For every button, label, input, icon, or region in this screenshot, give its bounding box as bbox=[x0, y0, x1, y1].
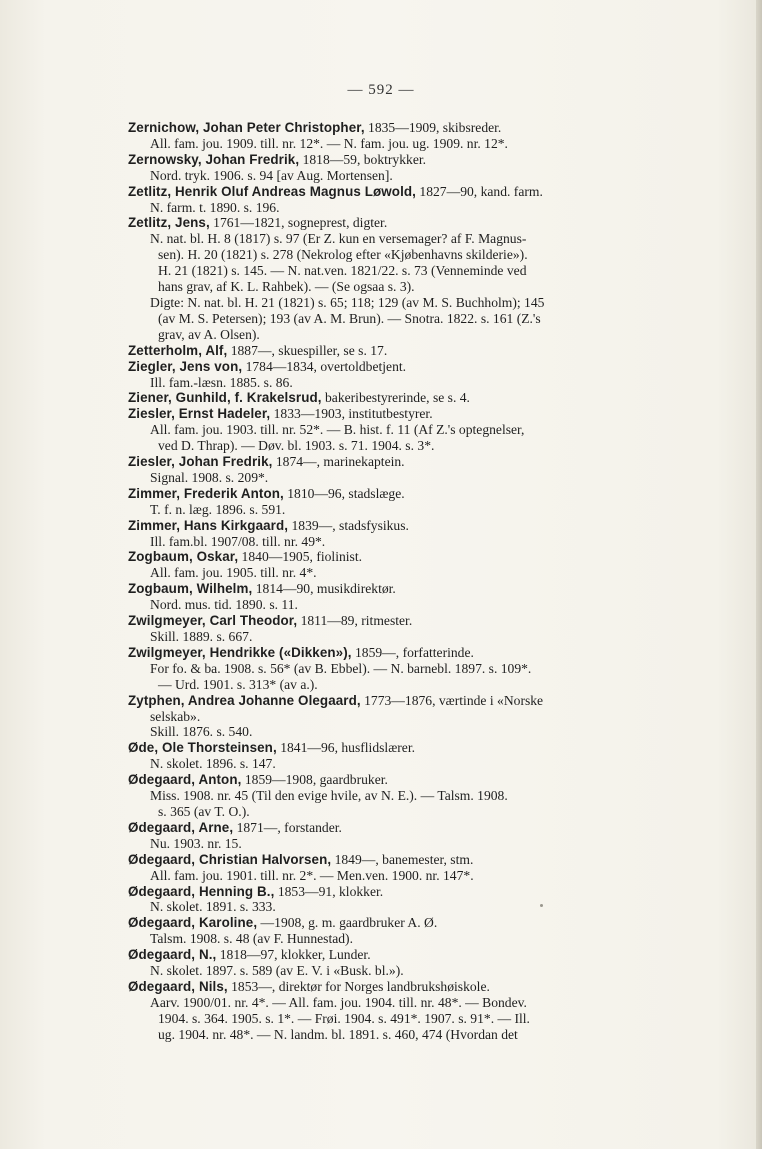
entry-reference: All. fam. jou. 1903. till. nr. 52*. — B. hist. f. 11 (Af Z.'s optegnelser, bbox=[150, 422, 525, 438]
index-entry bbox=[128, 645, 708, 693]
entry-heading bbox=[128, 613, 708, 629]
entry-heading bbox=[128, 359, 708, 375]
index-entry bbox=[128, 613, 708, 645]
entry-name: Ødegaard, Christian Halvorsen, bbox=[128, 851, 332, 867]
entry-heading bbox=[128, 215, 708, 231]
entry-heading bbox=[128, 549, 708, 565]
index-entry bbox=[128, 740, 708, 772]
entry-heading bbox=[128, 406, 708, 422]
entry-name: Zwilgmeyer, Hendrikke («Dikken»), bbox=[128, 644, 352, 660]
entry-reference: All. fam. jou. 1901. till. nr. 2*. — Men.ven. 1900. nr. 147*. bbox=[150, 867, 474, 883]
entry-name: Zogbaum, Oskar, bbox=[128, 549, 239, 565]
entry-reference: H. 21 (1821) s. 145. — N. nat.ven. 1821/22. s. 73 (Venneminde ved bbox=[158, 263, 527, 279]
entry-description: 1887—, skuespiller, se s. 17. bbox=[227, 342, 388, 358]
entry-description: 1811—89, ritmester. bbox=[297, 613, 413, 629]
entry-reference: Signal. 1908. s. 209*. bbox=[150, 469, 269, 485]
entry-name: Ziener, Gunhild, f. Krakelsrud, bbox=[128, 390, 322, 406]
index-entry bbox=[128, 454, 708, 486]
entry-reference: Ill. fam.bl. 1907/08. till. nr. 49*. bbox=[150, 533, 326, 549]
index-entry bbox=[128, 979, 708, 1043]
entry-reference: N. skolet. 1896. s. 147. bbox=[150, 756, 276, 772]
entry-heading bbox=[128, 915, 708, 931]
index-entry bbox=[128, 486, 708, 518]
entry-description: 1818—59, boktrykker. bbox=[299, 151, 427, 167]
index-entry bbox=[128, 343, 708, 359]
page-number: — 592 — bbox=[347, 82, 415, 98]
entry-name: Zernichow, Johan Peter Christopher, bbox=[128, 120, 365, 135]
speck bbox=[540, 904, 543, 907]
entry-reference: hans grav, af K. L. Rahbek). — (Se ogsaa s. 3). bbox=[158, 279, 415, 295]
entry-reference: T. f. n. læg. 1896. s. 591. bbox=[150, 501, 286, 517]
entry-heading bbox=[128, 947, 708, 963]
entry-reference: All. fam. jou. 1905. till. nr. 4*. bbox=[150, 565, 317, 581]
entry-heading bbox=[128, 343, 708, 359]
index-entry bbox=[128, 152, 708, 184]
entry-name: Zetlitz, Jens, bbox=[128, 215, 210, 231]
entry-heading bbox=[128, 884, 708, 900]
entry-reference: Skill. 1876. s. 540. bbox=[150, 724, 253, 740]
entry-name: Ødegaard, Henning B., bbox=[128, 883, 275, 899]
entry-reference: ved D. Thrap). — Døv. bl. 1903. s. 71. 1904. s. 3*. bbox=[158, 438, 435, 454]
entry-reference: Talsm. 1908. s. 48 (av F. Hunnestad). bbox=[150, 931, 353, 947]
index-entry bbox=[128, 581, 708, 613]
entry-description: 1871—, forstander. bbox=[233, 819, 342, 835]
entry-name: Zwilgmeyer, Carl Theodor, bbox=[128, 613, 298, 629]
entry-name: Zytphen, Andrea Johanne Olegaard, bbox=[128, 692, 361, 708]
entry-reference: For fo. & ba. 1908. s. 56* (av B. Ebbel). — N. barnebl. 1897. s. 109*. bbox=[150, 660, 532, 676]
entry-description: 1814—90, musikdirektør. bbox=[252, 581, 396, 597]
entry-reference: Digte: N. nat. bl. H. 21 (1821) s. 65; 118; 129 (av M. S. Buchholm); 145 bbox=[150, 294, 545, 310]
index-entry bbox=[128, 518, 708, 550]
entry-name: Ødegaard, Anton, bbox=[128, 772, 242, 788]
entry-reference: — Urd. 1901. s. 313* (av a.). bbox=[158, 676, 318, 692]
entry-name: Zernowsky, Johan Fredrik, bbox=[128, 151, 300, 167]
entry-reference: Nu. 1903. nr. 15. bbox=[150, 835, 242, 851]
entry-description: 1784—1834, overtoldbetjent. bbox=[242, 358, 407, 374]
entry-heading bbox=[128, 645, 708, 661]
entry-reference: Skill. 1889. s. 667. bbox=[150, 629, 253, 644]
entry-heading bbox=[128, 390, 708, 406]
entry-description: 1818—97, klokker, Lunder. bbox=[216, 947, 371, 963]
index-entry bbox=[128, 693, 708, 741]
page-edge bbox=[756, 0, 762, 1149]
entry-heading bbox=[128, 693, 708, 709]
index-entry bbox=[128, 549, 708, 581]
entry-name: Ziesler, Johan Fredrik, bbox=[128, 454, 273, 470]
entry-heading bbox=[128, 152, 708, 168]
entry-heading bbox=[128, 772, 708, 788]
entry-name: Zetlitz, Henrik Oluf Andreas Magnus Løwold, bbox=[128, 183, 417, 199]
entry-description: 1853—, direktør for Norges landbrukshøiskole. bbox=[227, 978, 490, 994]
entry-name: Ødegaard, Nils, bbox=[128, 978, 228, 994]
entry-reference: grav, av A. Olsen). bbox=[158, 326, 260, 342]
index-entry bbox=[128, 915, 708, 947]
entry-reference: Ill. fam.-læsn. 1885. s. 86. bbox=[150, 374, 293, 390]
entry-reference: Nord. tryk. 1906. s. 94 [av Aug. Mortensen]. bbox=[150, 167, 393, 183]
entry-heading bbox=[128, 184, 708, 200]
entry-heading bbox=[128, 820, 708, 836]
entry-reference: (av M. S. Petersen); 193 (av A. M. Brun). — Snotra. 1822. s. 161 (Z.'s bbox=[158, 310, 541, 326]
entry-heading bbox=[128, 120, 708, 136]
index-entry bbox=[128, 772, 708, 820]
entry-name: Zimmer, Frederik Anton, bbox=[128, 485, 284, 501]
index-entry bbox=[128, 406, 708, 454]
entry-description: 1833—1903, institutbestyrer. bbox=[270, 406, 433, 422]
entry-name: Zogbaum, Wilhelm, bbox=[128, 581, 253, 597]
entry-name: Øde, Ole Thorsteinsen, bbox=[128, 740, 277, 756]
entry-reference: N. nat. bl. H. 8 (1817) s. 97 (Er Z. kun en versemager? af F. Magnus- bbox=[150, 231, 527, 247]
entry-heading bbox=[128, 486, 708, 502]
entry-description: 1874—, marinekaptein. bbox=[272, 454, 405, 470]
index-entry bbox=[128, 390, 708, 406]
entry-description: 1859—1908, gaardbruker. bbox=[241, 772, 388, 788]
entry-heading bbox=[128, 454, 708, 470]
index-entry bbox=[128, 120, 708, 152]
entry-reference: 1904. s. 364. 1905. s. 1*. — Frøi. 1904. s. 491*. 1907. s. 91*. — Ill. bbox=[158, 1010, 530, 1026]
entry-reference: sen). H. 20 (1821) s. 278 (Nekrolog efter «Kjøbenhavns skilderie»). bbox=[158, 247, 528, 263]
entry-heading bbox=[128, 518, 708, 534]
entry-reference: All. fam. jou. 1909. till. nr. 12*. — N. fam. jou. ug. 1909. nr. 12*. bbox=[150, 135, 508, 151]
index-entry bbox=[128, 852, 708, 884]
entry-description: 1810—96, stadslæge. bbox=[283, 485, 405, 501]
entry-heading bbox=[128, 852, 708, 868]
entry-description: 1835—1909, skibsreder. bbox=[364, 120, 502, 135]
entry-list bbox=[128, 120, 708, 1043]
entry-heading bbox=[128, 740, 708, 756]
entry-description: 1849—, banemester, stm. bbox=[331, 851, 474, 867]
index-entry bbox=[128, 184, 708, 216]
entry-name: Zetterholm, Alf, bbox=[128, 342, 228, 358]
entry-description: 1853—91, klokker. bbox=[274, 883, 384, 899]
entry-reference: Aarv. 1900/01. nr. 4*. — All. fam. jou. 1904. till. nr. 48*. — Bondev. bbox=[150, 994, 527, 1010]
entry-description: 1773—1876, værtinde i «Norske bbox=[360, 692, 544, 708]
entry-heading bbox=[128, 581, 708, 597]
index-entry bbox=[128, 820, 708, 852]
entry-reference: ug. 1904. nr. 48*. — N. landm. bl. 1891. s. 460, 474 (Hvordan det bbox=[158, 1026, 518, 1042]
index-entry bbox=[128, 947, 708, 979]
entry-reference: N. skolet. 1897. s. 589 (av E. V. i «Busk. bl.»). bbox=[150, 963, 404, 979]
entry-description: 1840—1905, fiolinist. bbox=[238, 549, 363, 565]
entry-name: Ødegaard, Karoline, bbox=[128, 915, 258, 931]
entry-reference: Miss. 1908. nr. 45 (Til den evige hvile, av N. E.). — Talsm. 1908. bbox=[150, 788, 508, 804]
entry-description: —1908, g. m. gaardbruker A. Ø. bbox=[257, 915, 438, 931]
entry-description-continued: selskab». bbox=[150, 708, 201, 724]
entry-description: 1859—, forfatterinde. bbox=[351, 644, 474, 660]
entry-name: Ødegaard, Arne, bbox=[128, 819, 234, 835]
entry-description: 1841—96, husflidslærer. bbox=[276, 740, 415, 756]
index-entry bbox=[128, 215, 708, 342]
entry-description: 1839—, stadsfysikus. bbox=[288, 517, 409, 533]
entry-description: bakeribestyrerinde, se s. 4. bbox=[321, 390, 470, 406]
entry-reference: s. 365 (av T. O.). bbox=[158, 803, 250, 819]
index-entry bbox=[128, 884, 708, 916]
entry-heading bbox=[128, 979, 708, 995]
entry-reference: Nord. mus. tid. 1890. s. 11. bbox=[150, 597, 298, 613]
entry-description: 1761—1821, sogneprest, digter. bbox=[209, 215, 388, 231]
entry-reference: N. farm. t. 1890. s. 196. bbox=[150, 199, 280, 215]
entry-name: Ødegaard, N., bbox=[128, 947, 217, 963]
entry-name: Ziegler, Jens von, bbox=[128, 358, 243, 374]
index-entry bbox=[128, 359, 708, 391]
entry-description: 1827—90, kand. farm. bbox=[416, 183, 543, 199]
entry-name: Ziesler, Ernst Hadeler, bbox=[128, 406, 271, 422]
entry-name: Zimmer, Hans Kirkgaard, bbox=[128, 517, 289, 533]
entry-reference: N. skolet. 1891. s. 333. bbox=[150, 899, 276, 915]
